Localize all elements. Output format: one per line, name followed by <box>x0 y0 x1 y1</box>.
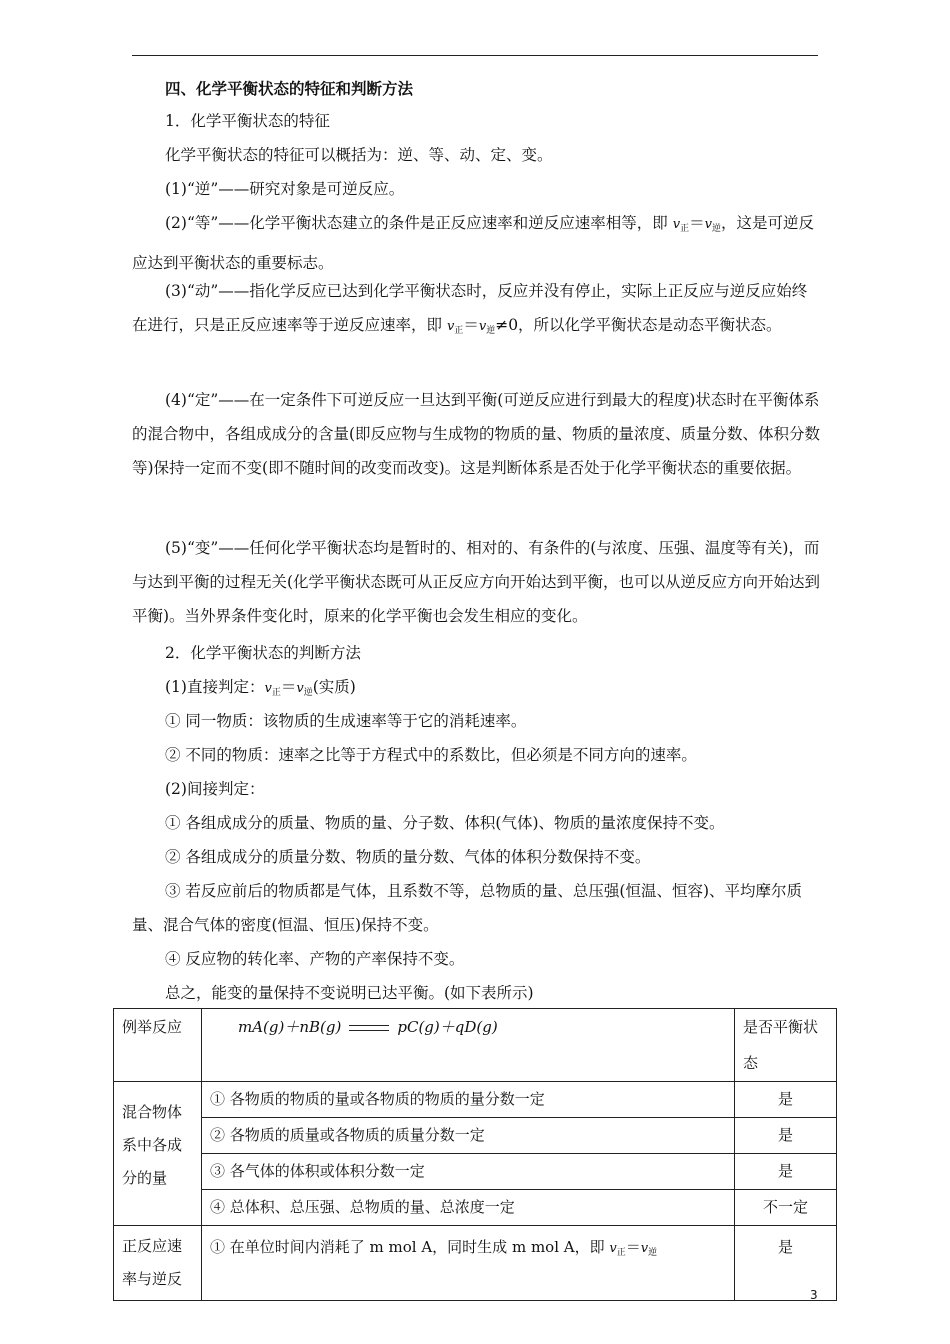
equilibrium-arrow-icon <box>349 1023 389 1033</box>
direct-item-1: ① 同一物质：该物质的生成速率等于它的消耗速率。 <box>165 712 527 730</box>
indirect-item-2: ② 各组成成分的质量分数、物质的量分数、气体的体积分数保持不变。 <box>165 848 651 866</box>
condition-cell: ① 各物质的物质的量或各物质的物质的量分数一定 <box>202 1082 735 1118</box>
group-label-mixture: 混合物体系中各成分的量 <box>114 1082 202 1226</box>
direct-judgement: (1)直接判定：$v_正=v_逆$(实质) <box>165 678 356 698</box>
indirect-item-1: ① 各组成成分的质量、物质的量、分子数、体积(气体)、物质的量浓度保持不变。 <box>165 814 725 832</box>
table-header-row <box>114 1009 837 1082</box>
result-cell: 是 <box>735 1118 837 1154</box>
result-cell: 不一定 <box>735 1190 837 1226</box>
subsection-title-2: 2．化学平衡状态的判断方法 <box>165 644 361 662</box>
table-row <box>114 1154 837 1190</box>
page-number: 3 <box>810 1288 818 1302</box>
subsection-title-1: 1．化学平衡状态的特征 <box>165 112 330 130</box>
result-cell: 是 <box>735 1154 837 1190</box>
condition-cell: ② 各物质的质量或各物质的质量分数一定 <box>202 1118 735 1154</box>
result-cell: 是 <box>735 1082 837 1118</box>
header-example-reaction: 例举反应 <box>114 1009 202 1082</box>
direct-item-2: ② 不同的物质：速率之比等于方程式中的系数比，但必须是不同方向的速率。 <box>165 746 697 764</box>
feature-1: (1)“逆”——研究对象是可逆反应。 <box>165 180 405 198</box>
feature-3: (3)“动”——指化学反应已达到化学平衡状态时，反应并没有停止，实际上正反应与逆反应始终在进行，只是正反应速率等于逆反应速率，即 $v_正=v_逆\ne 0$，所以化学平衡状态是动态平衡状态。 <box>132 282 808 336</box>
group-label-rate: 正反应速率与逆反 <box>114 1226 202 1301</box>
condition-cell: ③ 各气体的体积或体积分数一定 <box>202 1154 735 1190</box>
header-reaction-equation: mA(g)＋nB(g) pC(g)＋qD(g) <box>202 1009 735 1082</box>
intro-text: 化学平衡状态的特征可以概括为：逆、等、动、定、变。 <box>165 146 553 164</box>
table-row <box>114 1118 837 1154</box>
result-cell: 是 <box>735 1226 837 1301</box>
indirect-item-3: ③ 若反应前后的物质都是气体，且系数不等，总物质的量、总压强(恒温、恒容)、平均摩尔质量、混合气体的密度(恒温、恒压)保持不变。 <box>132 882 803 934</box>
condition-cell: ④ 总体积、总压强、总物质的量、总浓度一定 <box>202 1190 735 1226</box>
indirect-judgement: (2)间接判定： <box>165 780 265 798</box>
top-rule <box>132 55 818 56</box>
feature-2: (2)“等”——化学平衡状态建立的条件是正反应速率和逆反应速率相等，即 $v_正=v_逆$，这是可逆反应达到平衡状态的重要标志。 <box>132 214 815 272</box>
summary-text: 总之，能变的量保持不变说明已达平衡。(如下表所示) <box>165 984 534 1002</box>
feature-5: (5)“变”——任何化学平衡状态均是暂时的、相对的、有条件的(与浓度、压强、温度等有关)，而与达到平衡的过程无关(化学平衡状态既可从正反应方向开始达到平衡，也可以从逆反应方向开始达到平衡)。当外界条件变化时，原来的化学平衡也会发生相应的变化。 <box>132 539 821 625</box>
equilibrium-table <box>113 1008 837 1301</box>
table-row <box>114 1190 837 1226</box>
header-is-equilibrium: 是否平衡状态 <box>735 1009 837 1082</box>
table-row <box>114 1226 837 1301</box>
feature-4: (4)“定”——在一定条件下可逆反应一旦达到平衡(可逆反应进行到最大的程度)状态时在平衡体系的混合物中，各组成成分的含量(即反应物与生成物的物质的量、物质的量浓度、质量分数、体积分数等)保持一定而不变(即不随时间的改变而改变)。这是判断体系是否处于化学平衡状态的重要依据。 <box>132 391 821 477</box>
section-heading: 四、化学平衡状态的特征和判断方法 <box>165 79 414 98</box>
indirect-item-4: ④ 反应物的转化率、产物的产率保持不变。 <box>165 950 465 968</box>
condition-cell: ① 在单位时间内消耗了 m mol A，同时生成 m mol A，即 $v_正=v_逆$ <box>202 1226 735 1301</box>
table-row <box>114 1082 837 1118</box>
